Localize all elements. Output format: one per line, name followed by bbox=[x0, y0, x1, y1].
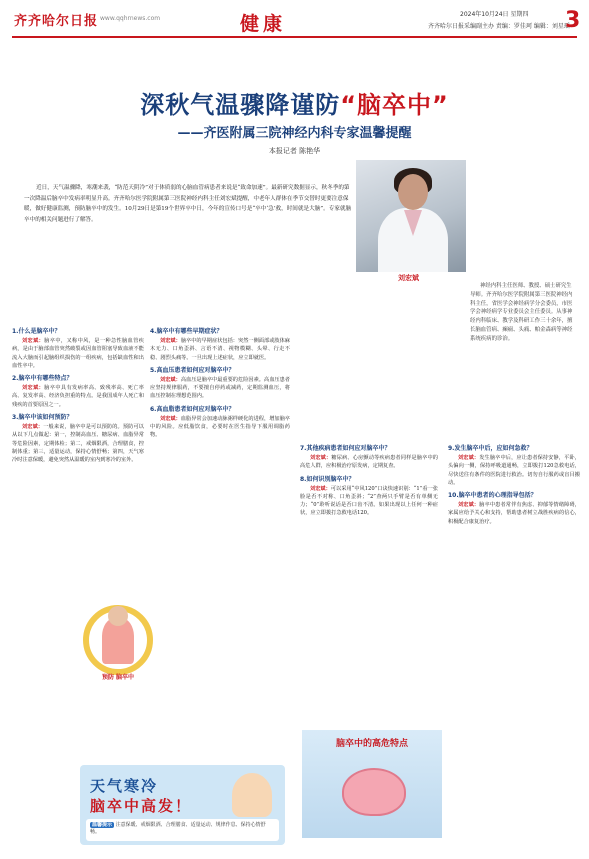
page-number: 3 bbox=[565, 8, 581, 33]
masthead bbox=[0, 0, 589, 38]
column-3 bbox=[300, 440, 438, 518]
question-heading: 2.脑卒中有哪些特点？ bbox=[12, 375, 73, 383]
question-heading: 4.脑卒中有哪些早期症状？ bbox=[150, 328, 223, 335]
photo-name: 刘宏斌 bbox=[398, 274, 419, 282]
answer-paragraph: 刘宏斌：脑卒中具有发病率高、致残率高、死亡率高、复发率高、经济负担重的特点。是我国成年人死亡和残疾的首要原因之一。 bbox=[12, 385, 144, 408]
subheadline: ——齐医附属三院神经内科专家温馨提醒 bbox=[177, 126, 412, 141]
question-heading: 3.脑卒中该如何预防？ bbox=[12, 414, 73, 422]
banner-tip: 温馨提示 注意保暖、戒烟限酒、合理膳食、适量运动、规律作息、保持心情舒畅。 bbox=[86, 819, 279, 841]
answer-paragraph: 刘宏斌：可以采用“中风120”口诀快速识别：“1”看一张脸是否不对称、口角歪斜；“2”查两只手臂是否有单侧无力；“0”聆听说话是否口齿不清。如果出现以上任何一种症状，应立即拨打急救电话120。 bbox=[300, 485, 438, 517]
column-1 bbox=[12, 323, 144, 465]
cold-man-illustration bbox=[232, 773, 272, 817]
question-heading: 10.脑卒中患者的心理指导包括？ bbox=[448, 492, 537, 500]
intro-paragraph: 近日，天气温骤降，寒潮来袭，“防范天阴冷”对于体质弱的心脑血管病患者来说是“致命加速”。最新研究数据显示，秋冬季的第一次降温后脑卒中发病率明显升高。齐齐哈尔医学院附属第三医院神经内科主任刘宏斌提醒，中老年人群体在季节交替时更要注意保暖，做好健康监测，预防脑卒中的发生。10月29日是第19个世界卒中日，今年的宣传口号是“卒中‘急’救，时间就是大脑”。专家就脑卒中的相关问题进行了解答。 bbox=[24, 185, 352, 223]
doctor-photo bbox=[356, 160, 466, 272]
headline bbox=[0, 85, 589, 120]
newspaper-logo: 齐齐哈尔日报 bbox=[14, 14, 99, 29]
headline-part-b: “脑卒中” bbox=[340, 91, 449, 119]
question-heading: 6.高血脂患者如何应对脑卒中？ bbox=[150, 405, 235, 413]
issue-date: 2024年10月24日 星期四 bbox=[460, 11, 529, 18]
answer-paragraph: 刘宏斌：发生脑卒中后，应让患者保持安静，平卧，头偏向一侧，保持呼吸道通畅，立即拨打120急救电话，尽快送往有条件的医院进行救治。切勿自行服药或盲目搬动。 bbox=[448, 455, 580, 486]
byline: 本报记者 陈艳华 bbox=[268, 147, 321, 155]
website-url: www.qqhrnews.com bbox=[100, 15, 161, 22]
prevention-illustration bbox=[78, 600, 158, 690]
question-heading: 8.如何识别脑卒中？ bbox=[300, 475, 355, 483]
banner-line-2: 脑卒中高发！ bbox=[90, 797, 193, 815]
column-2 bbox=[150, 323, 290, 440]
question-heading: 9.发生脑卒中后，应如何急救？ bbox=[448, 445, 533, 452]
doctor-bio: 神经内科主任医师、教授、硕士研究生导师。齐齐哈尔医学院附属第三医院神经内科主任，省医学会神经病学分会委员，市医学会神经病学专业委员会主任委员。从事神经内科临床、教学及科研工作三十余年，擅长脑血管病、癫痫、头痛、帕金森病等神经系统疾病的诊治。 bbox=[470, 283, 573, 342]
section-title: 健康 bbox=[240, 13, 287, 35]
banner-line-1: 天气寒冷 bbox=[90, 777, 159, 795]
answer-paragraph: 刘宏斌：血脂异常会加速动脉粥样硬化的进程，增加脑卒中的风险。应低脂饮食，必要时在医生指导下服用调脂药物。 bbox=[150, 415, 290, 439]
brain-illustration bbox=[302, 730, 442, 838]
header-rule bbox=[12, 36, 577, 38]
question-heading: 1.什么是脑卒中？ bbox=[12, 328, 61, 335]
question-heading: 7.其他疾病患者如何应对脑卒中？ bbox=[300, 445, 391, 452]
answer-paragraph: 刘宏斌：脑卒中的早期症状包括：突然一侧面部或肢体麻木无力、口角歪斜、言语不清、视物模糊、头晕、行走不稳、剧烈头痛等。一旦出现上述症状，应立即就医。 bbox=[150, 338, 290, 361]
answer-paragraph: 刘宏斌：一般来说，脑卒中是可以预防的。预防可以从以下几点做起：第一，控制高血压、糖尿病、血脂异常等危险因素，定期体检；第二，戒烟限酒，合理膳食，控制体重；第三，适量运动，保持心情舒畅；第四，天气寒冷时注意保暖，避免突然从温暖的室内到寒冷的室外。 bbox=[12, 424, 144, 464]
illustration-tag: 预防 脑卒中 bbox=[101, 674, 135, 681]
illustration-title: 脑卒中的高危特点 bbox=[335, 739, 408, 749]
question-heading: 5.高血压患者如何应对脑卒中？ bbox=[150, 366, 235, 374]
answer-paragraph: 刘宏斌：脑卒中，又称中风，是一种急性脑血管疾病，是由于脑部血管突然破裂或因血管阻塞导致血液不能流入大脑而引起脑组织损伤的一组疾病，包括缺血性和出血性卒中。 bbox=[12, 338, 144, 369]
answer-paragraph: 刘宏斌：高血压是脑卒中最重要的危险因素。高血压患者应坚持规律服药，不要擅自停药或减药，定期监测血压，将血压控制在理想范围内。 bbox=[150, 376, 290, 400]
answer-paragraph: 刘宏斌：脑卒中患者常伴有焦虑、抑郁等情绪障碍，家属应给予关心和支持，帮助患者树立战胜疾病的信心，积极配合康复治疗。 bbox=[448, 502, 580, 525]
editor-line: 齐齐哈尔日报采编副主办 责编：罗佳珂 编辑：刘星瑶 bbox=[428, 23, 570, 30]
headline-part-a: 深秋气温骤降谨防 bbox=[140, 91, 341, 119]
answer-paragraph: 刘宏斌：糖尿病、心房颤动等疾病患者同样是脑卒中的高危人群，应积极治疗原发病，定期复查。 bbox=[300, 455, 438, 470]
column-4 bbox=[448, 440, 580, 526]
warning-banner bbox=[80, 765, 285, 845]
